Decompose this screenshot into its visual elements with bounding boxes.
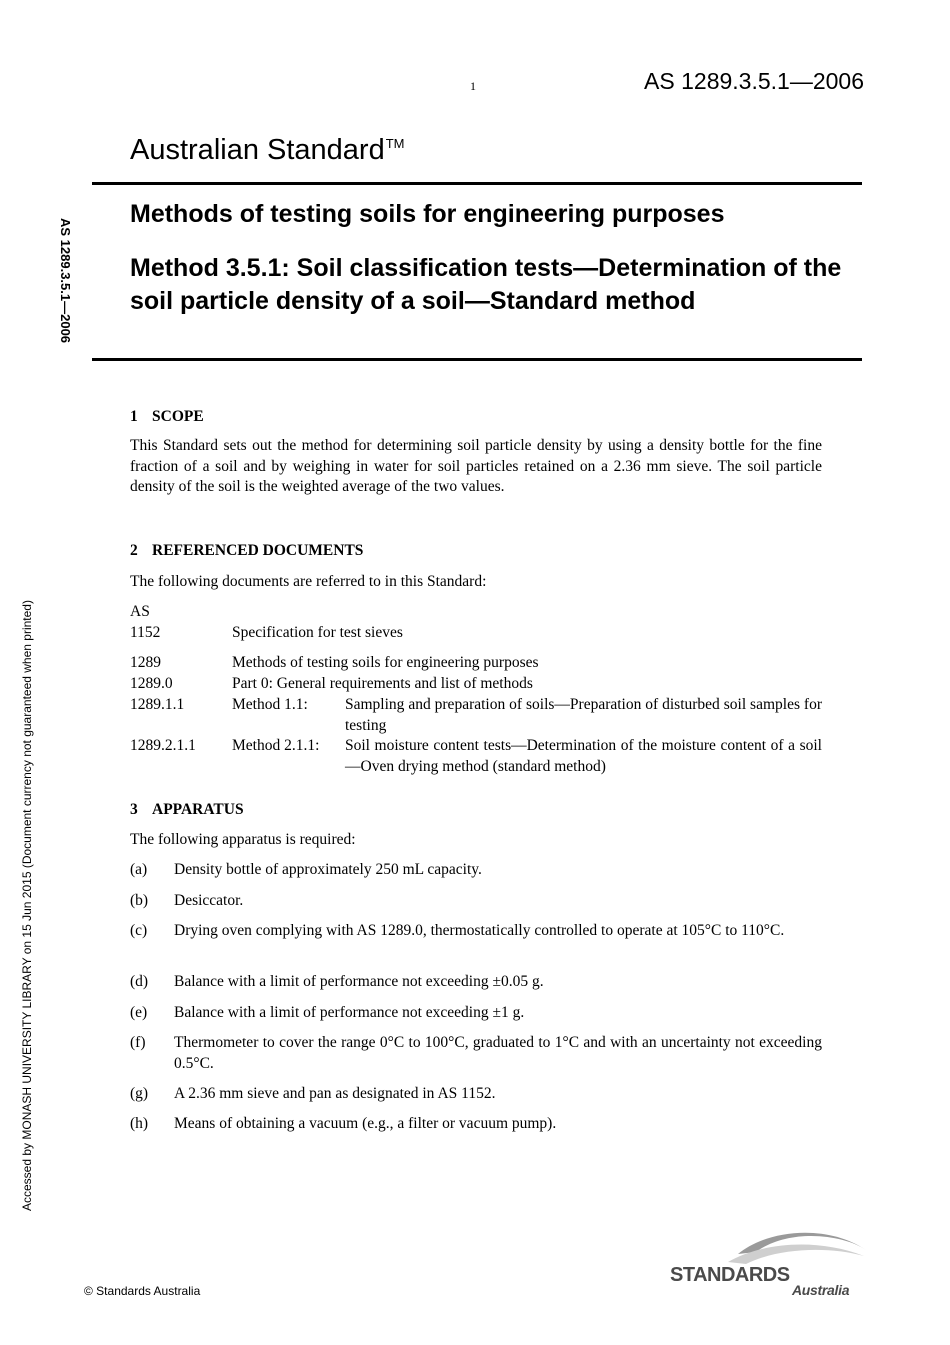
- item-text: A 2.36 mm sieve and pan as designated in AS 1152.: [174, 1085, 496, 1102]
- item-label: (g): [130, 1085, 149, 1102]
- scope-paragraph: This Standard sets out the method for determining soil particle density by using a density bottle for the fine fraction of a soil and by weighing in water for soil particles retained on a 2.36 mm sieve. The soil particle density of the soil is the weighted average of the two values.: [130, 437, 822, 495]
- reference-method: Method 1.1:: [232, 696, 308, 713]
- reference-code: 1289.0: [130, 675, 173, 692]
- section-heading-apparatus: [130, 800, 822, 821]
- item-label: (d): [130, 973, 149, 990]
- item-text: Drying oven complying with AS 1289.0, thermostatically controlled to operate at 105°C to 110°C.: [174, 922, 785, 939]
- logo-subtitle: Australia: [792, 1282, 850, 1298]
- series-title: [130, 134, 405, 167]
- logo-wordmark: STANDARDS: [670, 1264, 790, 1286]
- reference-code: 1289.1.1: [130, 696, 185, 713]
- section-title: REFERENCED DOCUMENTS: [152, 542, 364, 559]
- document-id: AS 1289.3.5.1—2006: [644, 68, 864, 94]
- reference-code: 1289.2.1.1: [130, 737, 196, 754]
- title-rule-top: [92, 182, 862, 185]
- item-label: (c): [130, 922, 148, 939]
- item-label: (a): [130, 861, 148, 878]
- access-watermark: Accessed by MONASH UNIVERSITY LIBRARY on 15 Jun 2015 (Document currency not guaranteed when printed): [20, 600, 34, 1211]
- section-title: SCOPE: [152, 408, 204, 425]
- reference-method: Method 2.1.1:: [232, 737, 320, 754]
- side-document-id: AS 1289.3.5.1—2006: [58, 218, 73, 344]
- item-text: Means of obtaining a vacuum (e.g., a filter or vacuum pump).: [174, 1115, 557, 1132]
- copyright-notice: © Standards Australia: [84, 1284, 201, 1298]
- references-intro: The following documents are referred to in this Standard:: [130, 573, 487, 590]
- section-number: 3: [130, 801, 138, 818]
- section-heading-references: [130, 541, 822, 562]
- section-number: 1: [130, 408, 138, 425]
- item-text: Density bottle of approximately 250 mL capacity.: [174, 861, 482, 878]
- item-label: (b): [130, 892, 149, 909]
- reference-code: 1152: [130, 624, 161, 641]
- item-label: (h): [130, 1115, 149, 1132]
- section-heading-scope: [130, 407, 822, 428]
- item-text: Desiccator.: [174, 892, 244, 909]
- page-number: 1: [470, 79, 476, 93]
- item-text: Balance with a limit of performance not exceeding ±0.05 g.: [174, 973, 544, 990]
- reference-title: Soil moisture content tests—Determination of the moisture content of a soil—Oven drying method (standard method): [345, 737, 822, 775]
- reference-title: Specification for test sieves: [232, 624, 403, 641]
- item-text: Thermometer to cover the range 0°C to 100°C, graduated to 1°C and with an uncertainty not exceeding 0.5°C.: [174, 1034, 822, 1072]
- method-title: Method 3.5.1: Soil classification tests—Determination of the soil particle density of a soil—Standard method: [130, 254, 842, 315]
- section-title: APPARATUS: [152, 801, 244, 818]
- series-name: Australian Standard: [130, 134, 385, 166]
- section-number: 2: [130, 542, 138, 559]
- document-title: Methods of testing soils for engineering purposes: [130, 200, 725, 228]
- reference-title: Part 0: General requirements and list of methods: [232, 675, 533, 692]
- apparatus-intro: The following apparatus is required:: [130, 831, 356, 848]
- reference-title: Methods of testing soils for engineering purposes: [232, 654, 539, 671]
- reference-code: 1289: [130, 654, 161, 671]
- standards-australia-logo: [668, 1224, 868, 1300]
- reference-title: Sampling and preparation of soils—Preparation of disturbed soil samples for testing: [345, 696, 822, 734]
- trademark-mark: TM: [385, 136, 405, 151]
- item-label: (e): [130, 1004, 148, 1021]
- reference-group-label: AS: [130, 603, 150, 620]
- title-rule-bottom: [92, 358, 862, 361]
- item-label: (f): [130, 1034, 146, 1051]
- item-text: Balance with a limit of performance not exceeding ±1 g.: [174, 1004, 525, 1021]
